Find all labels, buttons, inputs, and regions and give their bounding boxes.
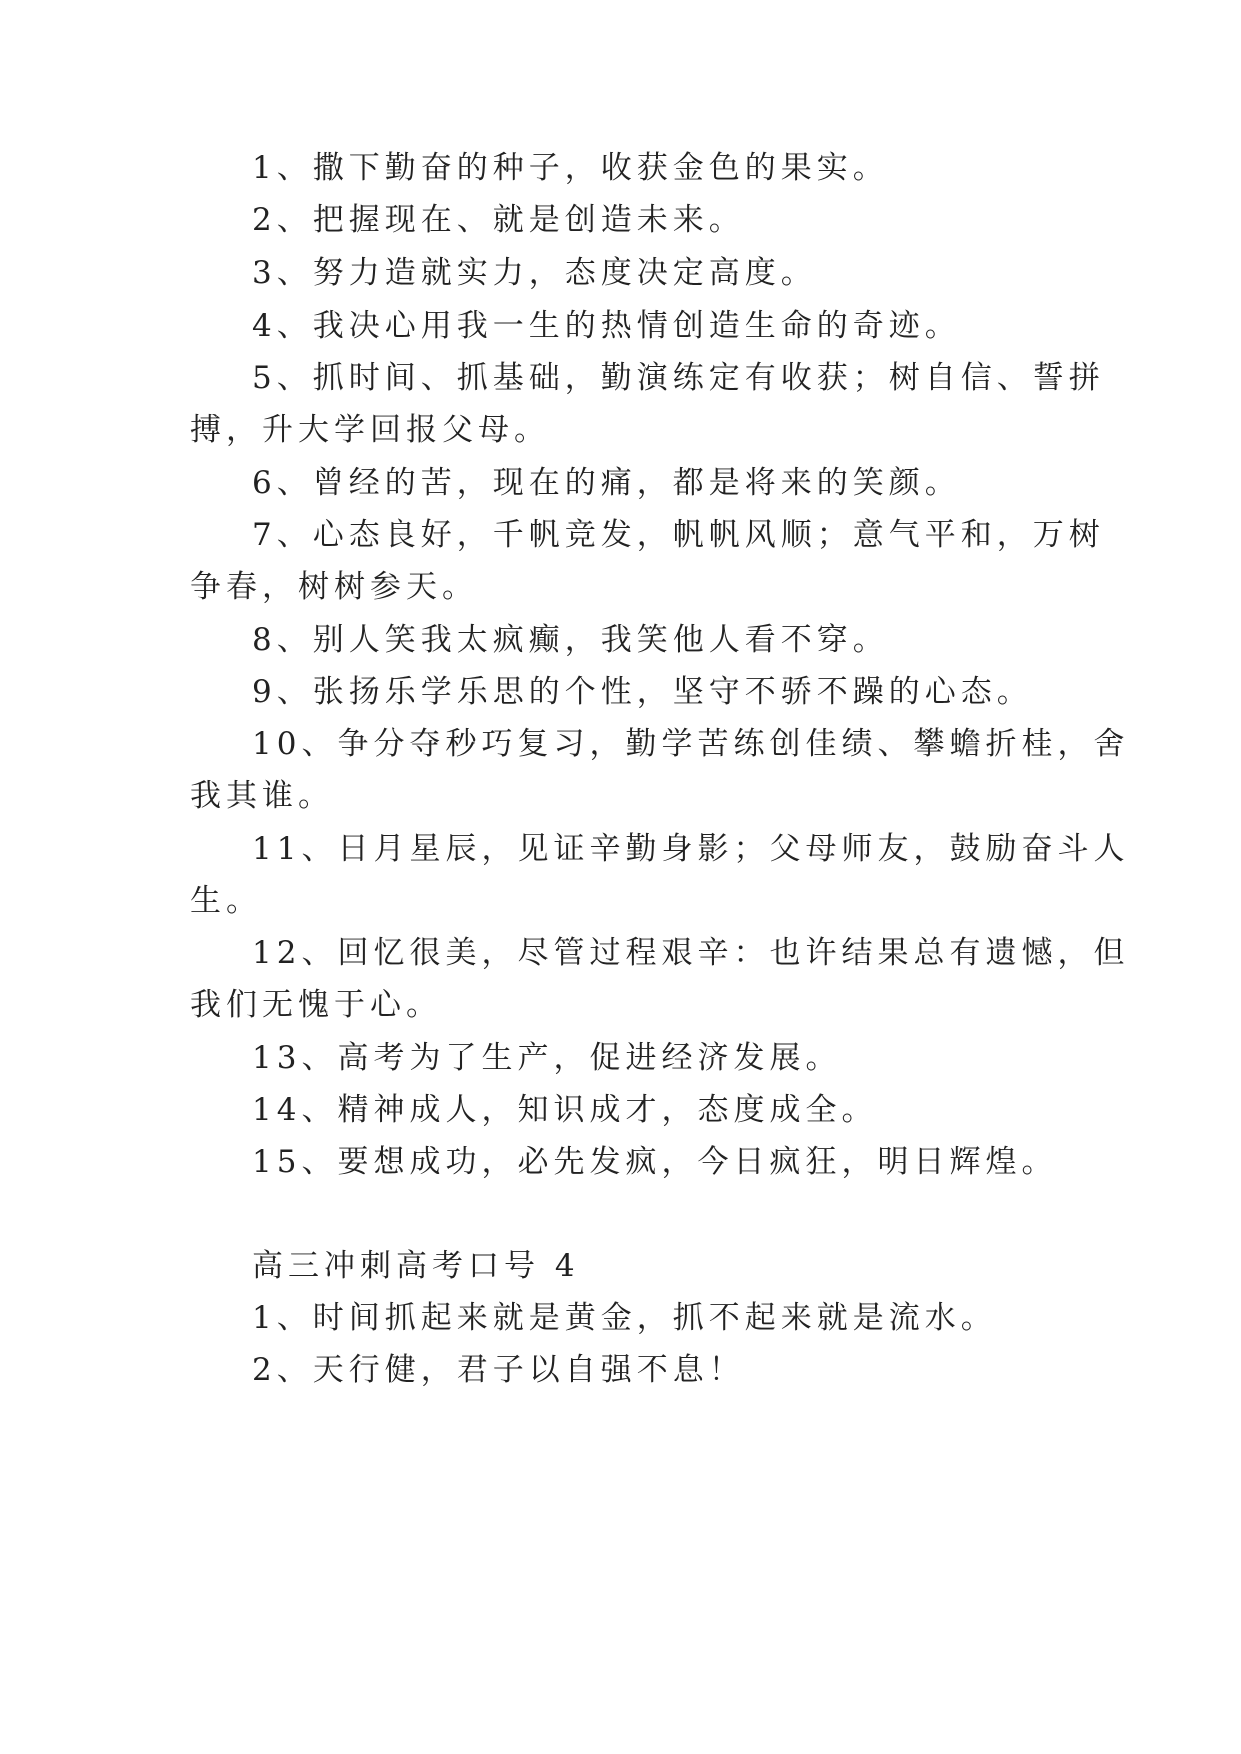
list-item: 2、把握现在、就是创造未来。 [252,202,745,238]
list-item-continuation: 搏，升大学回报父母。 [190,412,550,448]
list-item: 6、曾经的苦，现在的痛，都是将来的笑颜。 [252,465,961,501]
list-item: 10、争分夺秒巧复习，勤学苦练创佳绩、攀蟾折桂，舍 [252,726,1130,762]
list-item-continuation: 我们无愧于心。 [190,987,442,1023]
list-item: 13、高考为了生产，促进经济发展。 [252,1040,842,1076]
list-item-continuation: 我其谁。 [190,778,334,814]
list-item: 4、我决心用我一生的热情创造生命的奇迹。 [252,308,961,344]
list-item: 3、努力造就实力，态度决定高度。 [252,255,817,291]
list-item: 2、天行健，君子以自强不息！ [252,1352,745,1388]
section-heading: 高三冲刺高考口号 4 [252,1248,580,1284]
list-item: 11、日月星辰，见证辛勤身影；父母师友，鼓励奋斗人 [252,831,1130,867]
list-item: 1、撒下勤奋的种子，收获金色的果实。 [252,150,889,186]
list-item: 14、精神成人，知识成才，态度成全。 [252,1092,878,1128]
list-item: 1、时间抓起来就是黄金，抓不起来就是流水。 [252,1300,997,1336]
list-item: 5、抓时间、抓基础，勤演练定有收获；树自信、誓拼 [252,360,1105,396]
list-item: 8、别人笑我太疯癫，我笑他人看不穿。 [252,622,889,658]
list-item-continuation: 争春，树树参天。 [190,569,478,605]
list-item-continuation: 生。 [190,883,262,919]
list-item: 12、回忆很美，尽管过程艰辛：也许结果总有遗憾，但 [252,935,1130,971]
list-item: 15、要想成功，必先发疯，今日疯狂，明日辉煌。 [252,1144,1058,1180]
list-item: 9、张扬乐学乐思的个性，坚守不骄不躁的心态。 [252,674,1033,710]
list-item: 7、心态良好，千帆竞发，帆帆风顺；意气平和，万树 [252,517,1105,553]
